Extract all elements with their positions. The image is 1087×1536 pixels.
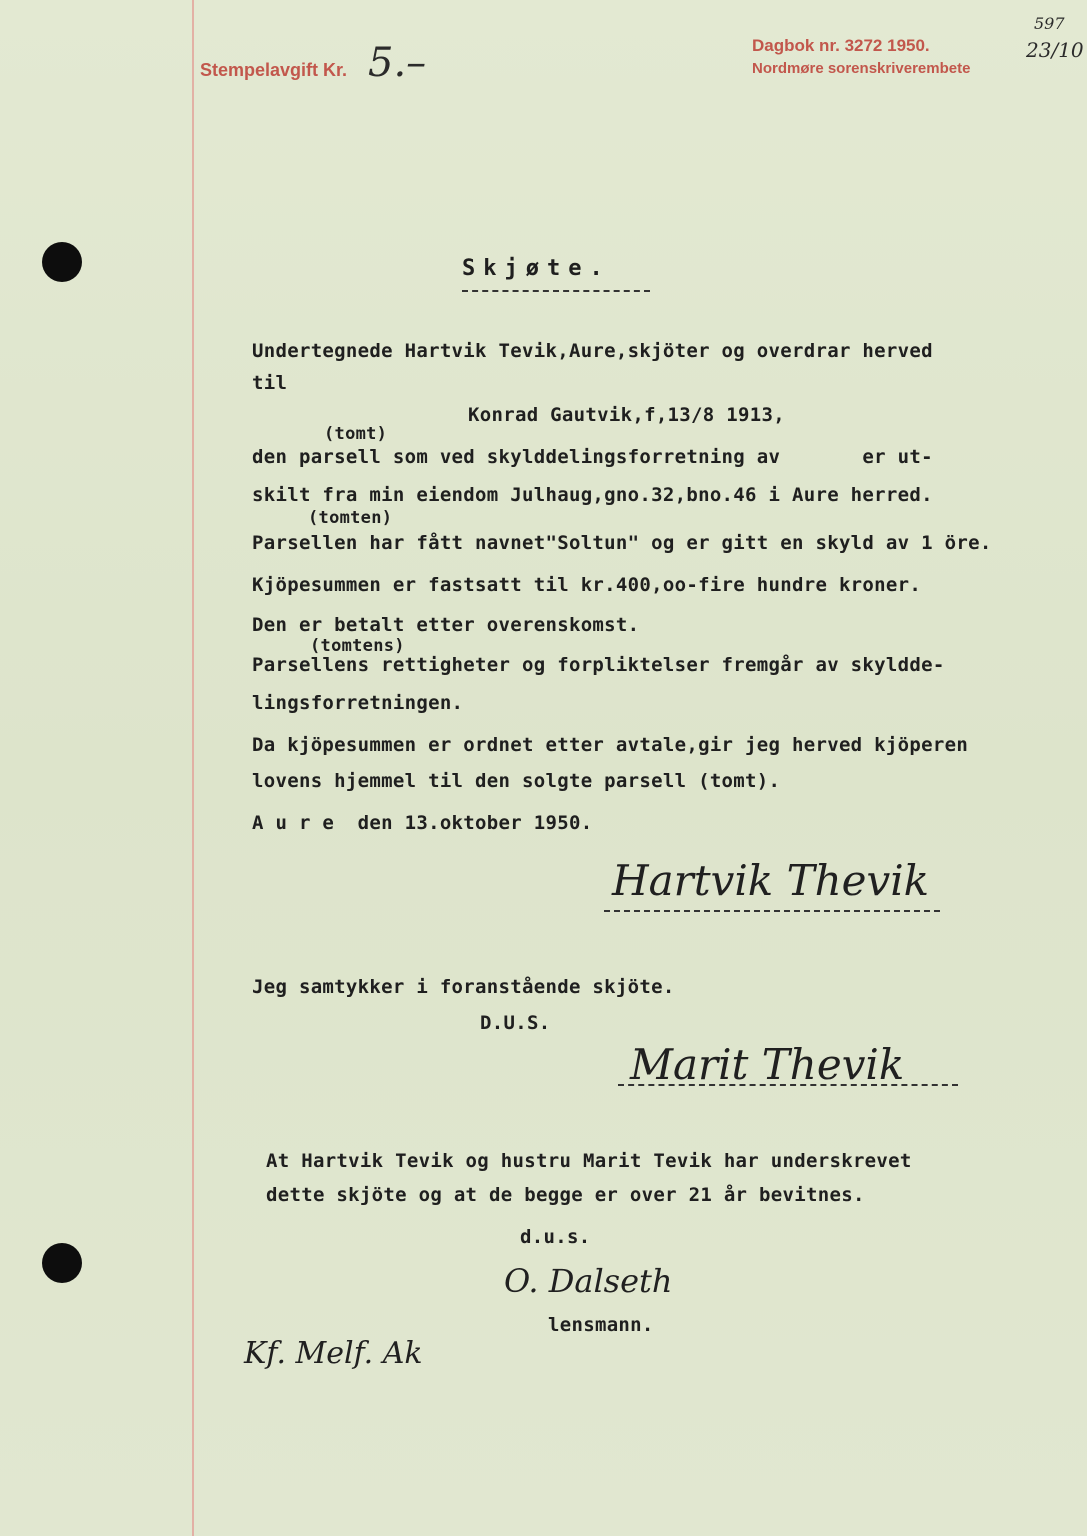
interlinear-note-2: (tomten) [308,508,393,528]
body-line-11: Da kjöpesummen er ordnet etter avtale,gir jeg herved kjöperen [252,734,969,756]
witness-line-2: dette skjöte og at de begge er over 21 år bevitnes. [266,1184,865,1206]
title-underline [462,290,650,292]
witness-line-1: At Hartvik Tevik og hustru Marit Tevik har underskrevet [266,1150,912,1172]
stamp-duty-label: Stempelavgift Kr. [200,60,348,80]
stamp-duty-amount: 5.– [368,40,427,86]
body-line-12: lovens hjemmel til den solgte parsell (tomt). [252,770,781,792]
court-office-stamp: Nordmøre sorenskriverembete [752,60,971,77]
punch-hole-bottom [42,1243,82,1283]
margin-note: Kf. Melf. Ak [244,1336,423,1371]
body-line-2: til [252,372,288,394]
place-and-date: A u r e den 13.oktober 1950. [252,812,593,834]
witness-title: lensmann. [548,1314,654,1336]
body-line-7: Kjöpesummen er fastsatt til kr.400,oo-fire hundre kroner. [252,574,922,596]
body-line-9: Parsellens rettigheter og forpliktelser fremgår av skyldde- [252,654,945,676]
body-line-10: lingsforretningen. [252,692,464,714]
journal-number-stamp: Dagbok nr. 3272 1950. [752,36,930,55]
signature-seller: Hartvik Thevik [612,856,930,905]
folio-number: 597 [1034,14,1065,33]
interlinear-note-1: (tomt) [324,424,388,444]
interlinear-note-3: (tomtens) [310,636,405,656]
punch-hole-top [42,242,82,282]
body-line-4: den parsell som ved skylddelingsforretning av er ut- [252,446,933,468]
body-line-6: Parsellen har fått navnet"Soltun" og er gitt en skyld av 1 öre. [252,532,992,554]
document-title: Skjøte. [462,256,611,281]
signature-seller-line [604,910,940,912]
signature-spouse: Marit Thevik [630,1040,905,1089]
margin-line [192,0,194,1536]
registration-date-note: 23/10 [1026,38,1084,62]
body-line-1: Undertegnede Hartvik Tevik,Aure,skjöter og overdrar herved [252,340,933,362]
signature-witness: O. Dalseth [504,1262,673,1300]
signature-spouse-line [618,1084,958,1086]
body-line-5: skilt fra min eiendom Julhaug,gno.32,bno.46 i Aure herred. [252,484,933,506]
witness-dus: d.u.s. [520,1226,591,1248]
body-line-3: Konrad Gautvik,f,13/8 1913, [468,404,785,426]
consent-dus: D.U.S. [480,1012,551,1034]
consent-line: Jeg samtykker i foranstående skjöte. [252,976,675,998]
body-line-8: Den er betalt etter overenskomst. [252,614,640,636]
